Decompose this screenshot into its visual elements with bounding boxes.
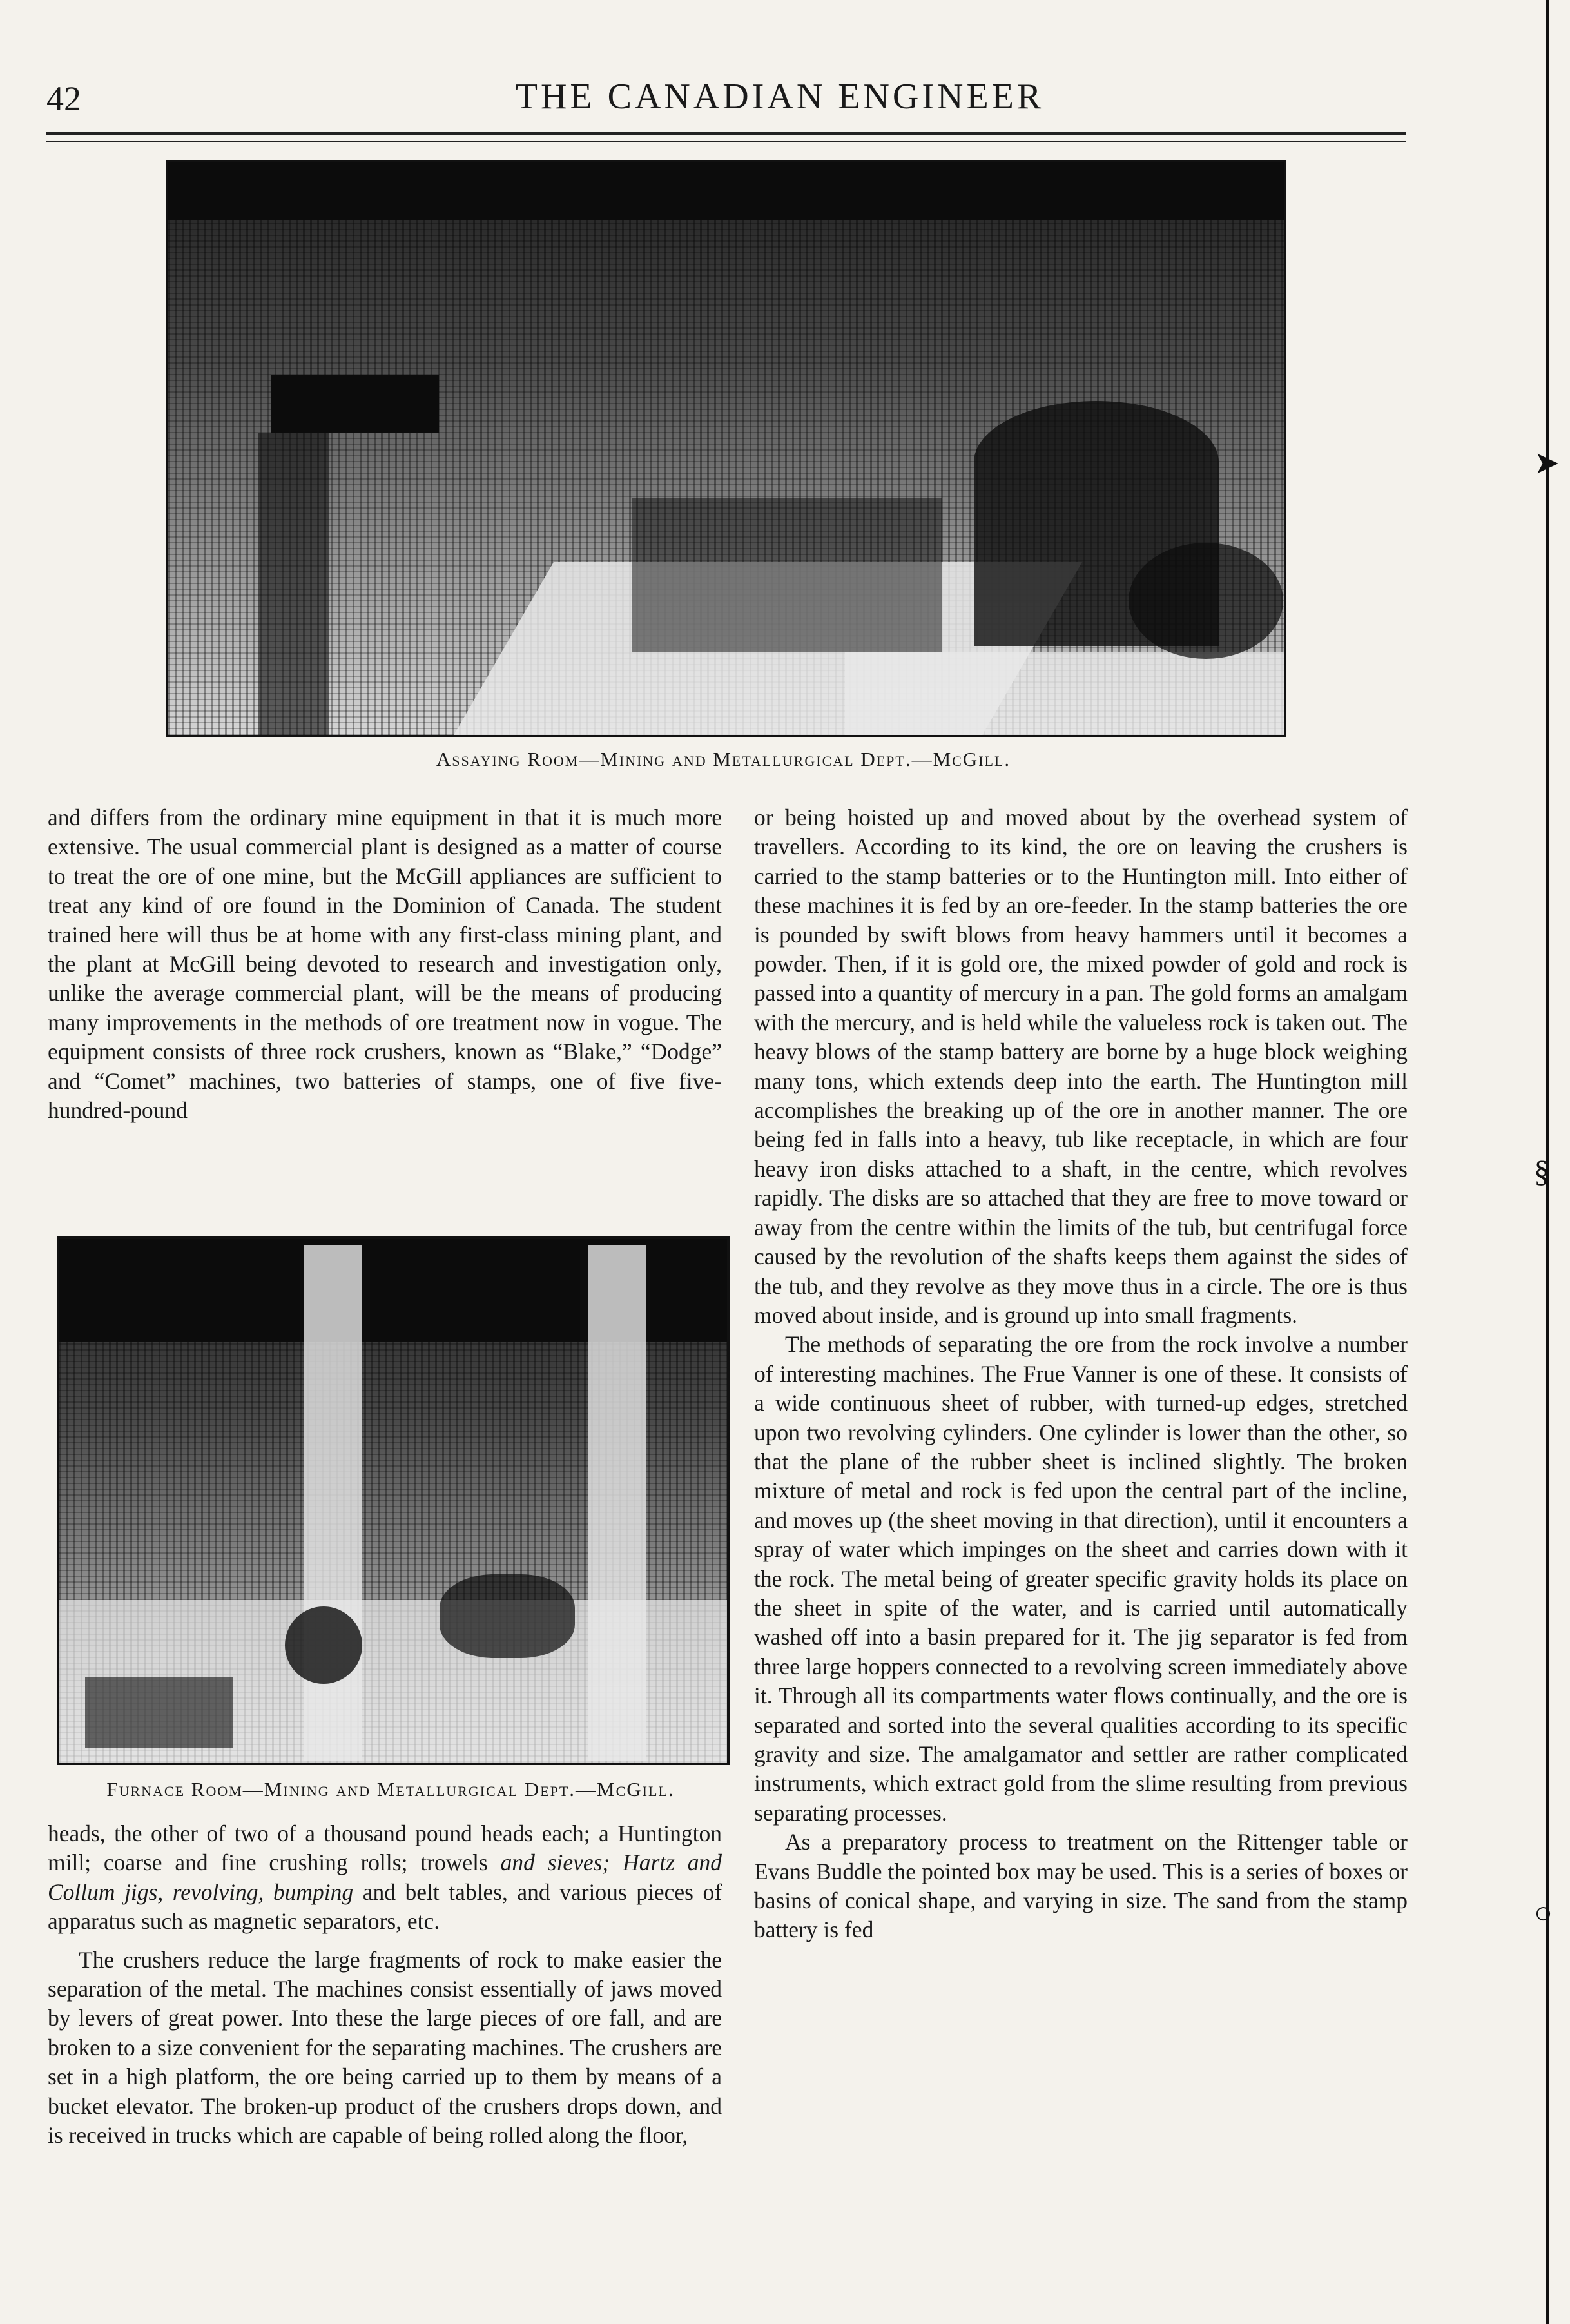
paragraph-text: and belt tables, and various pieces of apparatus such as magnetic separators, etc.	[48, 1879, 722, 1935]
furnace-room-photo	[57, 1236, 730, 1765]
assaying-room-caption: Assaying Room—Mining and Metallurgical Dept.—McGill.	[436, 748, 1011, 770]
left-column-lower	[48, 1819, 722, 2150]
body-paragraph	[48, 1819, 722, 1937]
header-rule-thin	[46, 141, 1406, 142]
assaying-room-photo	[166, 160, 1286, 737]
header-rule	[46, 132, 1406, 135]
running-title: THE CANADIAN ENGINEER	[515, 77, 1045, 117]
margin-ornament-mark: §	[1534, 1155, 1549, 1189]
body-paragraph: and differs from the ordinary mine equipment in that it is much more extensive. The usual commercial plant is designed as a matter of course to treat the ore of one mine, but the McGill appliances are sufficient to treat any kind of ore found in the Dominion of Canada. The student trained here will thus be at home with any first-class mining plant, and the plant at McGill being devoted to research and investigation only, unlike the average commercial plant, will be the means of producing many improvements in the methods of ore treatment now in vogue. The equipment consists of three rock crushers, known as “Blake,” “Dodge” and “Comet” machines, two batteries of stamps, one of five five-hundred-pound	[48, 805, 722, 1124]
body-paragraph: The methods of separating the ore from the rock involve a number of interesting machines. The Frue Vanner is one of these. It consists of a wide continuous sheet of rubber, with turned-up edges, stretched upon two revolving cylinders. One cylinder is lower than the other, so that the plane of the rubber sheet is inclined slightly. The broken mixture of metal and rock is fed upon the central part of the incline, and moves up (the sheet moving in that direction), until it encounters a spray of water which impinges on the sheet and carries down with it the rock. The metal being of greater specific gravity holds its place on the sheet in spite of the water, and is carried until automatically washed off into a basin prepared for it. The jig separator is fed from three large hoppers connected to a revolving screen immediately above it. Through all its compartments water flows continually, and the ore is separated and sorted into the several qualities according to its specific gravity and size. The amalgamator and settler are rather complicated instruments, which extract gold from the slime resulting from previous separating processes.	[754, 1331, 1408, 1826]
body-paragraph: The crushers reduce the large fragments of rock to make easier the separation of the metal. The machines consist essentially of jaws moved by levers of great power. Into these the large pieces of ore fall, and are broken to a size convenient for the separating machines. The crushers are set in a high platform, the ore being carried up to them by means of a bucket elevator. The broken-up product of the crushers drops down, and is received in trucks which are capable of being rolled along the floor,	[48, 1946, 722, 2149]
page-number: 42	[46, 79, 81, 118]
body-paragraph: As a preparatory process to treatment on the Rittenger table or Evans Buddle the pointed box may be used. This is a series of boxes or basins of conical shape, and varying in size. The sand from the stamp battery is fed	[754, 1829, 1408, 1943]
right-column	[754, 803, 1408, 1945]
margin-arrow-mark: ➤	[1534, 446, 1560, 480]
paragraph-italic-text: and sieves; Hartz and Collum jigs, revolving, bumping	[48, 1850, 722, 1905]
body-paragraph: or being hoisted up and moved about by the overhead system of travellers. According to its kind, the ore on leaving the crushers is carried to the stamp batteries or to the Huntington mill. Into either of these machines it is fed by an ore-feeder. In the stamp batteries the ore is pounded by swift blows from heavy hammers until it becomes a powder. Then, if it is gold ore, the mixed powder of gold and rock is passed into a quantity of mercury in a pan. The gold forms an amalgam with the mercury, and is held while the valueless rock is taken out. The heavy blows of the stamp battery are borne by a huge block weighing many tons, which extends deep into the earth. The Huntington mill accomplishes the breaking up of the ore in another manner. The ore being fed in falls into a heavy, tub like receptacle, in which are four heavy iron disks attached to a shaft, in the centre, which revolves rapidly. The disks are so attached that they are free to move toward or away from the centre within the limits of the tub, but centrifugal force caused by the revolution of the shafts keeps them against the sides of the tub, and they revolve as they move thus in a circle. The ore is thus moved about inside, and is ground up into small fragments.	[754, 805, 1408, 1328]
paragraph-text: heads, the other of two of a thousand pound heads each; a Huntington mill; coarse and fine crushing rolls; trowels	[48, 1821, 722, 1876]
furnace-room-caption: Furnace Room—Mining and Metallurgical Dept.—McGill.	[106, 1778, 675, 1801]
left-column-upper	[48, 803, 722, 1125]
margin-loop-mark: ○	[1534, 1896, 1553, 1930]
